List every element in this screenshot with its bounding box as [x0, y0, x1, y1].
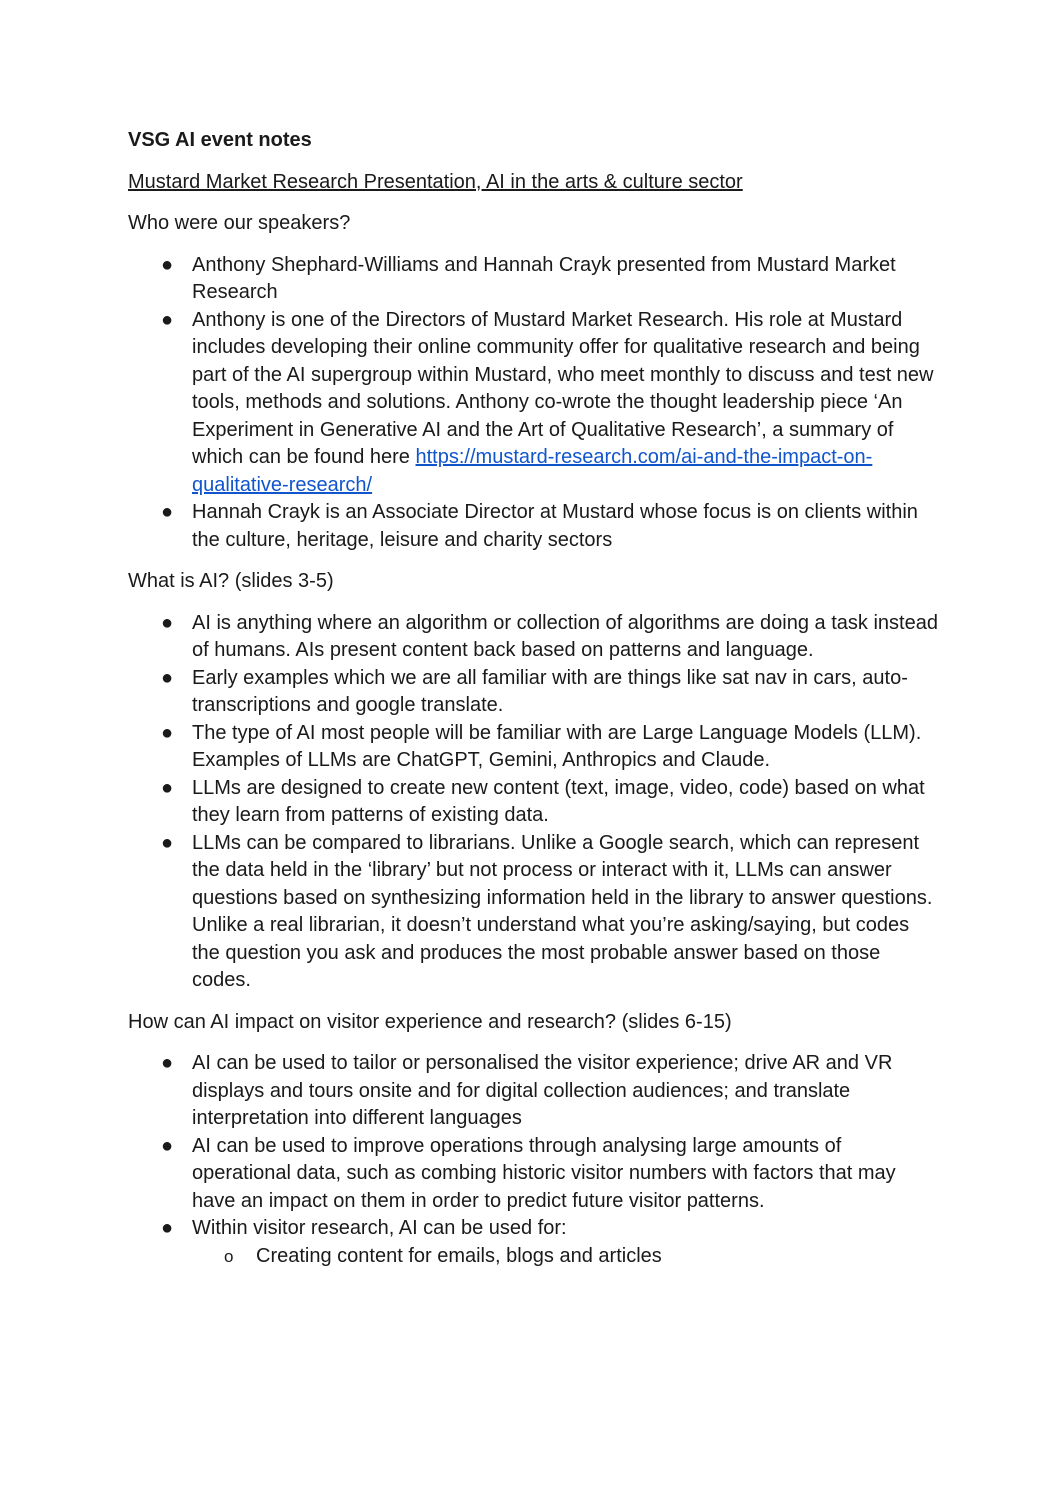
list-item-text: Anthony is one of the Directors of Mustard Market Research. His role at Mustard includes developing their online community offer for qualitative research and being part of the AI supergroup within Mustard, who meet monthly to discuss and test new tools, methods and solutions. Anthony co-wrote the thought leadership piece ‘An Experiment in Generative AI and the Art of Qualitative Research’, a summary of which can be found here: [192, 308, 934, 468]
list-item-text: AI can be used to tailor or personalised the visitor experience; drive AR and VR displays and tours onsite and for digital collection audiences; and translate interpretation into different languages: [192, 1052, 893, 1129]
bullet-icon: ●: [161, 721, 174, 744]
bullet-icon: ●: [161, 1134, 174, 1157]
bullet-icon: ●: [161, 253, 174, 276]
list-item: [128, 1133, 938, 1216]
list-item-text: LLMs are designed to create new content (text, image, video, code) based on what they learn from patterns of existing data.: [192, 776, 925, 826]
list-item-text: LLMs can be compared to librarians. Unlike a Google search, which can represent the data held in the ‘library’ but not process or interact with it, LLMs can answer questions based on synthesizing information held in the library to answer questions. Unlike a real librarian, it doesn’t understand what you’re asking/saying, but codes the question you ask and produces the most probable answer based on those codes.: [192, 831, 933, 991]
document-page: [128, 127, 938, 1284]
list-item: [128, 307, 938, 500]
sub-list-item-text: Creating content for emails, blogs and articles: [256, 1244, 662, 1267]
list-item-text: Hannah Crayk is an Associate Director at Mustard whose focus is on clients within the culture, heritage, leisure and charity sectors: [192, 501, 918, 551]
list-item-text: AI can be used to improve operations through analysing large amounts of operational data, such as combing historic visitor numbers with factors that may have an impact on them in order to predict future visitor patterns.: [192, 1134, 896, 1212]
bullet-icon: ●: [161, 776, 174, 799]
list-item-text: Anthony Shephard-Williams and Hannah Crayk presented from Mustard Market Research: [192, 253, 896, 303]
section-heading-what-is-ai: What is AI? (slides 3-5): [128, 570, 334, 592]
list-item: [128, 252, 938, 307]
sub-list-item: [192, 1243, 938, 1271]
bullet-icon: ●: [161, 611, 174, 634]
list-item: [128, 499, 938, 554]
bullet-icon: ●: [161, 501, 174, 523]
what-is-ai-list: [128, 610, 938, 995]
list-item: [128, 720, 938, 775]
document-title: VSG AI event notes: [128, 129, 312, 151]
list-item: [128, 1050, 938, 1133]
list-item-text: Early examples which we are all familiar with are things like sat nav in cars, auto-transcriptions and google translate.: [192, 666, 908, 716]
bullet-icon: ●: [161, 1217, 174, 1239]
summary-link[interactable]: https://mustard-research.com/ai-and-the-impact-on-qualitative-research/: [192, 446, 873, 496]
sub-list: [192, 1243, 938, 1271]
list-item-text: AI is anything where an algorithm or collection of algorithms are doing a task instead of humans. AIs present content back based on patterns and language.: [192, 611, 938, 661]
visitor-experience-list: [128, 1050, 938, 1270]
section-heading-visitor-experience: How can AI impact on visitor experience and research? (slides 6-15): [128, 1010, 732, 1033]
list-item: [128, 830, 938, 995]
sub-bullet-icon: o: [224, 1246, 234, 1266]
list-item: [128, 665, 938, 720]
list-item: [128, 1215, 938, 1270]
bullet-icon: ●: [161, 1052, 174, 1074]
bullet-icon: ●: [161, 831, 174, 854]
bullet-icon: ●: [161, 666, 174, 689]
list-item: [128, 775, 938, 830]
section-heading-speakers: Who were our speakers?: [128, 212, 351, 234]
bullet-icon: ●: [161, 308, 174, 331]
list-item-text: The type of AI most people will be familiar with are Large Language Models (LLM). Examples of LLMs are ChatGPT, Gemini, Anthropics and Claude.: [192, 721, 922, 771]
list-item: [128, 610, 938, 665]
document-subtitle: Mustard Market Research Presentation, AI in the arts & culture sector: [128, 170, 743, 193]
list-item-text: Within visitor research, AI can be used for:: [192, 1217, 567, 1239]
speakers-list: [128, 252, 938, 555]
